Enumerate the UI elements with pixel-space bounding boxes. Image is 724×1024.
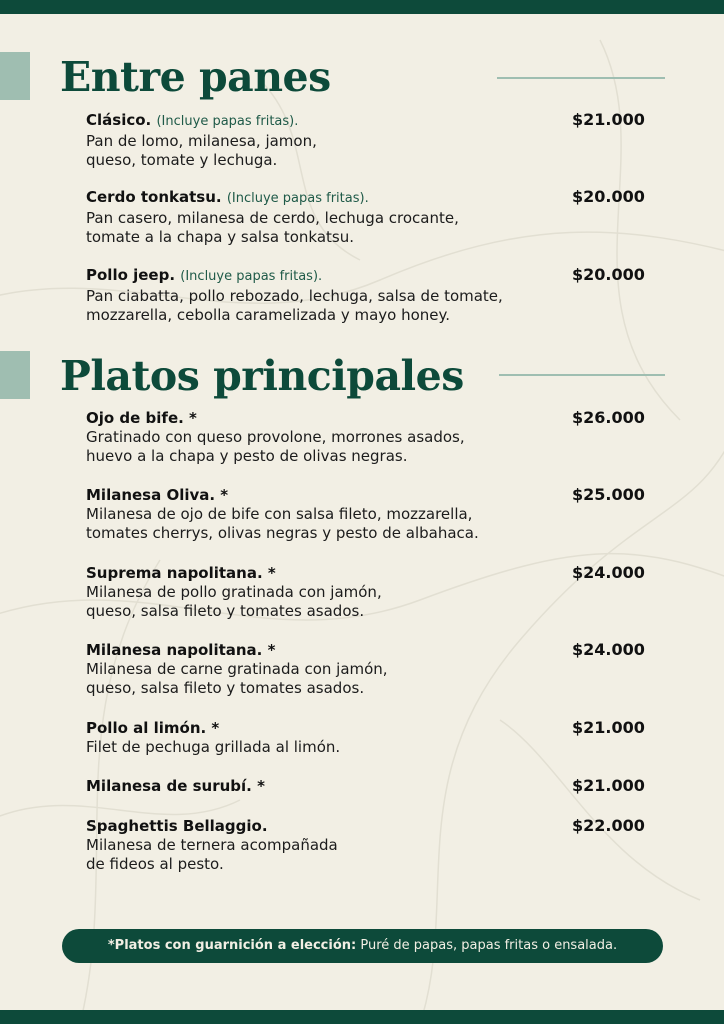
item-price: $20.000	[572, 265, 645, 284]
item-name: Spaghettis Bellaggio.	[86, 817, 268, 835]
item-description: queso, salsa fileto y tomates asados.	[86, 602, 365, 620]
garnish-note-banner	[62, 929, 663, 963]
item-name: Clásico.	[86, 111, 152, 129]
item-note: (Incluye papas fritas).	[226, 191, 369, 206]
item-price: $21.000	[572, 776, 645, 795]
menu-item	[86, 776, 666, 796]
item-price: $21.000	[572, 718, 645, 737]
bottom-border-bar	[0, 1010, 724, 1024]
item-name: Suprema napolitana. *	[86, 564, 276, 582]
menu-item	[86, 718, 666, 757]
item-description: queso, tomate y lechuga.	[86, 151, 278, 169]
section-divider-line	[497, 77, 665, 79]
item-price: $24.000	[572, 640, 645, 659]
item-note: (Incluye papas fritas).	[156, 114, 299, 129]
item-name: Milanesa de surubí. *	[86, 777, 265, 795]
item-description: Filet de pechuga grillada al limón.	[86, 738, 341, 756]
section-divider-line	[499, 374, 665, 376]
item-name: Pollo al limón. *	[86, 719, 220, 737]
item-price: $24.000	[572, 563, 645, 582]
item-price: $20.000	[572, 187, 645, 206]
item-description: Pan casero, milanesa de cerdo, lechuga crocante,	[86, 209, 459, 227]
menu-item	[86, 485, 666, 543]
item-description: Milanesa de carne gratinada con jamón,	[86, 660, 388, 678]
item-description: huevo a la chapa y pesto de olivas negras.	[86, 447, 408, 465]
item-description: Pan ciabatta, pollo rebozado, lechuga, salsa de tomate,	[86, 287, 503, 305]
section-title: Platos principales	[60, 352, 464, 400]
section-accent-block	[0, 52, 30, 100]
garnish-note-label: *Platos con guarnición a elección:	[107, 938, 357, 953]
item-description: Milanesa de ojo de bife con salsa fileto, mozzarella,	[86, 505, 473, 523]
section-header-platos-principales	[0, 351, 724, 403]
item-price: $21.000	[572, 110, 645, 129]
item-description: de fideos al pesto.	[86, 855, 224, 873]
item-price: $25.000	[572, 485, 645, 504]
item-description: Pan de lomo, milanesa, jamon,	[86, 132, 317, 150]
menu-item	[86, 110, 666, 170]
item-description: Milanesa de pollo gratinada con jamón,	[86, 583, 382, 601]
menu-item	[86, 187, 666, 247]
item-name: Pollo jeep.	[86, 266, 176, 284]
menu-item	[86, 563, 666, 621]
item-name: Milanesa Oliva. *	[86, 486, 229, 504]
top-border-bar	[0, 0, 724, 14]
item-description: queso, salsa fileto y tomates asados.	[86, 679, 365, 697]
item-price: $26.000	[572, 408, 645, 427]
item-price: $22.000	[572, 816, 645, 835]
item-description: Gratinado con queso provolone, morrones asados,	[86, 428, 465, 446]
item-name: Cerdo tonkatsu.	[86, 188, 222, 206]
section-accent-block	[0, 351, 30, 399]
menu-item	[86, 265, 666, 325]
item-name: Ojo de bife. *	[86, 409, 197, 427]
item-description: mozzarella, cebolla caramelizada y mayo honey.	[86, 306, 451, 324]
menu-item	[86, 816, 666, 874]
item-name: Milanesa napolitana. *	[86, 641, 276, 659]
item-note: (Incluye papas fritas).	[180, 269, 323, 284]
garnish-note-text: Puré de papas, papas fritas o ensalada.	[356, 938, 618, 953]
section-title: Entre panes	[60, 53, 331, 101]
item-description: tomates cherrys, olivas negras y pesto de albahaca.	[86, 524, 479, 542]
menu-item	[86, 640, 666, 698]
item-description: tomate a la chapa y salsa tonkatsu.	[86, 228, 355, 246]
menu-item	[86, 408, 666, 466]
section-header-entre-panes	[0, 52, 724, 104]
item-description: Milanesa de ternera acompañada	[86, 836, 338, 854]
